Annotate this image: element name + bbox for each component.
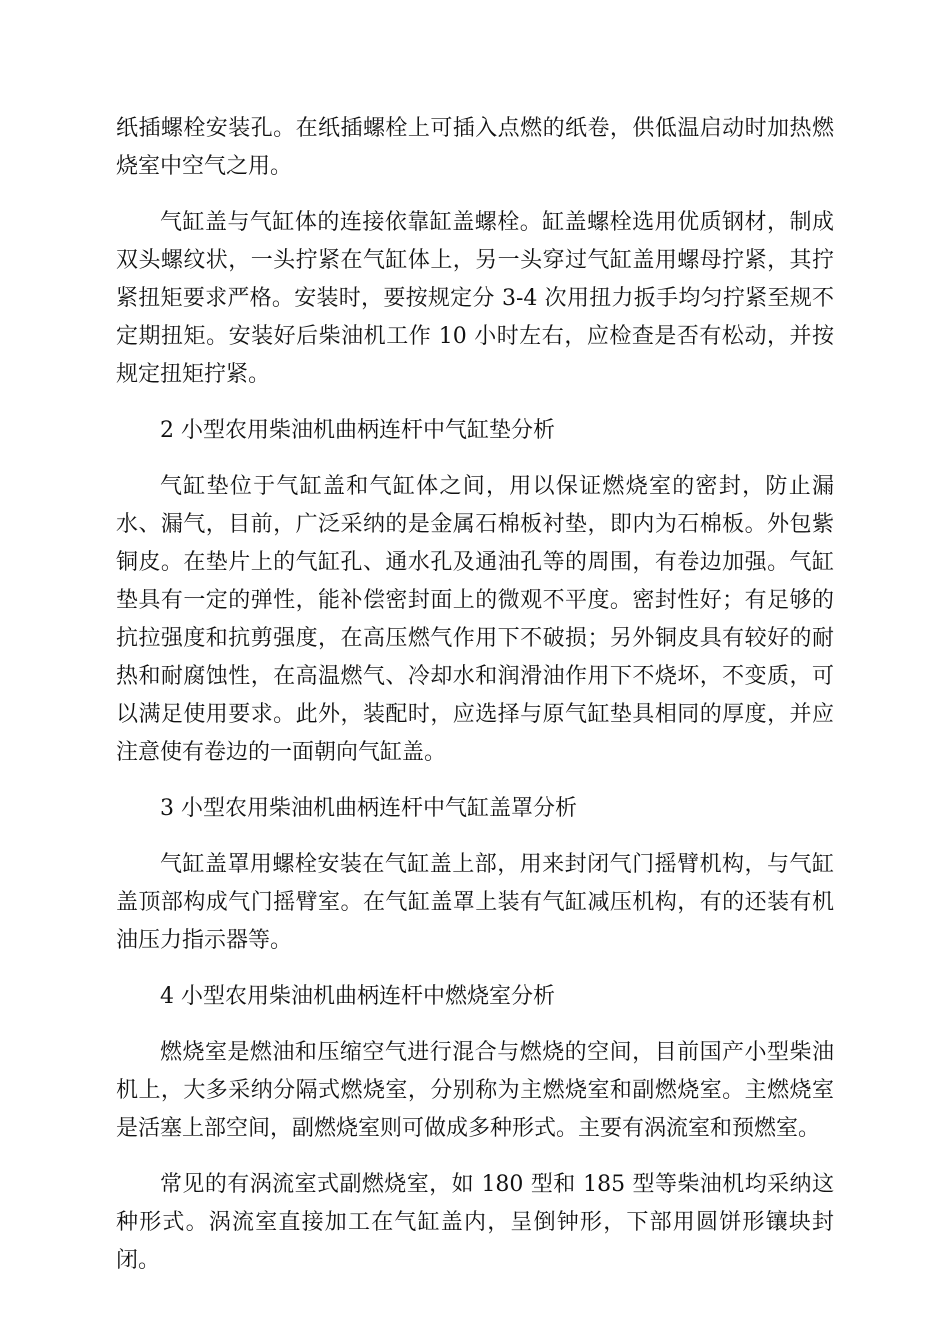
section-heading-combustion-chamber: 4 小型农用柴油机曲柄连杆中燃烧室分析 xyxy=(160,984,555,1009)
paragraph-continuation: 纸插螺栓安装孔。在纸插螺栓上可插入点燃的纸卷，供低温启动时加热燃烧室中空气之用。 xyxy=(116,116,834,179)
section-heading-cylinder-gasket: 2 小型农用柴油机曲柄连杆中气缸垫分析 xyxy=(160,418,555,443)
paragraph-combustion-chamber: 燃烧室是燃油和压缩空气进行混合与燃烧的空间，目前国产小型柴油机上，大多采纳分隔式燃烧室，分别称为主燃烧室和副燃烧室。主燃烧室是活塞上部空间，副燃烧室则可做成多种形式。主要有涡流室和预燃室。 xyxy=(116,1040,834,1141)
document-body xyxy=(116,110,834,1298)
paragraph-head-cover: 气缸盖罩用螺栓安装在气缸盖上部，用来封闭气门摇臂机构，与气缸盖顶部构成气门摇臂室。在气缸盖罩上装有气缸减压机构，有的还装有机油压力指示器等。 xyxy=(116,852,834,953)
paragraph-cylinder-head-bolts: 气缸盖与气缸体的连接依靠缸盖螺栓。缸盖螺栓选用优质钢材，制成双头螺纹状，一头拧紧在气缸体上，另一头穿过气缸盖用螺母拧紧，其拧紧扭矩要求严格。安装时，要按规定分 3-4 次用扭力扳手均匀拧紧至规不定期扭矩。安装好后柴油机工作 10 小时左右，应检查是否有松动，并按规定扭矩拧紧。 xyxy=(116,210,834,387)
section-heading-head-cover: 3 小型农用柴油机曲柄连杆中气缸盖罩分析 xyxy=(160,796,577,821)
paragraph-swirl-chamber: 常见的有涡流室式副燃烧室，如 180 型和 185 型等柴油机均采纳这种形式。涡流室直接加工在气缸盖内，呈倒钟形，下部用圆饼形镶块封闭。 xyxy=(116,1172,834,1273)
paragraph-cylinder-gasket: 气缸垫位于气缸盖和气缸体之间，用以保证燃烧室的密封，防止漏水、漏气，目前，广泛采纳的是金属石棉板衬垫，即内为石棉板。外包紫铜皮。在垫片上的气缸孔、通水孔及通油孔等的周围，有卷边加强。气缸垫具有一定的弹性，能补偿密封面上的微观不平度。密封性好；有足够的抗拉强度和抗剪强度，在高压燃气作用下不破损；另外铜皮具有较好的耐热和耐腐蚀性，在高温燃气、冷却水和润滑油作用下不烧坏，不变质，可以满足使用要求。此外，装配时，应选择与原气缸垫具相同的厚度，并应注意使有卷边的一面朝向气缸盖。 xyxy=(116,474,834,765)
